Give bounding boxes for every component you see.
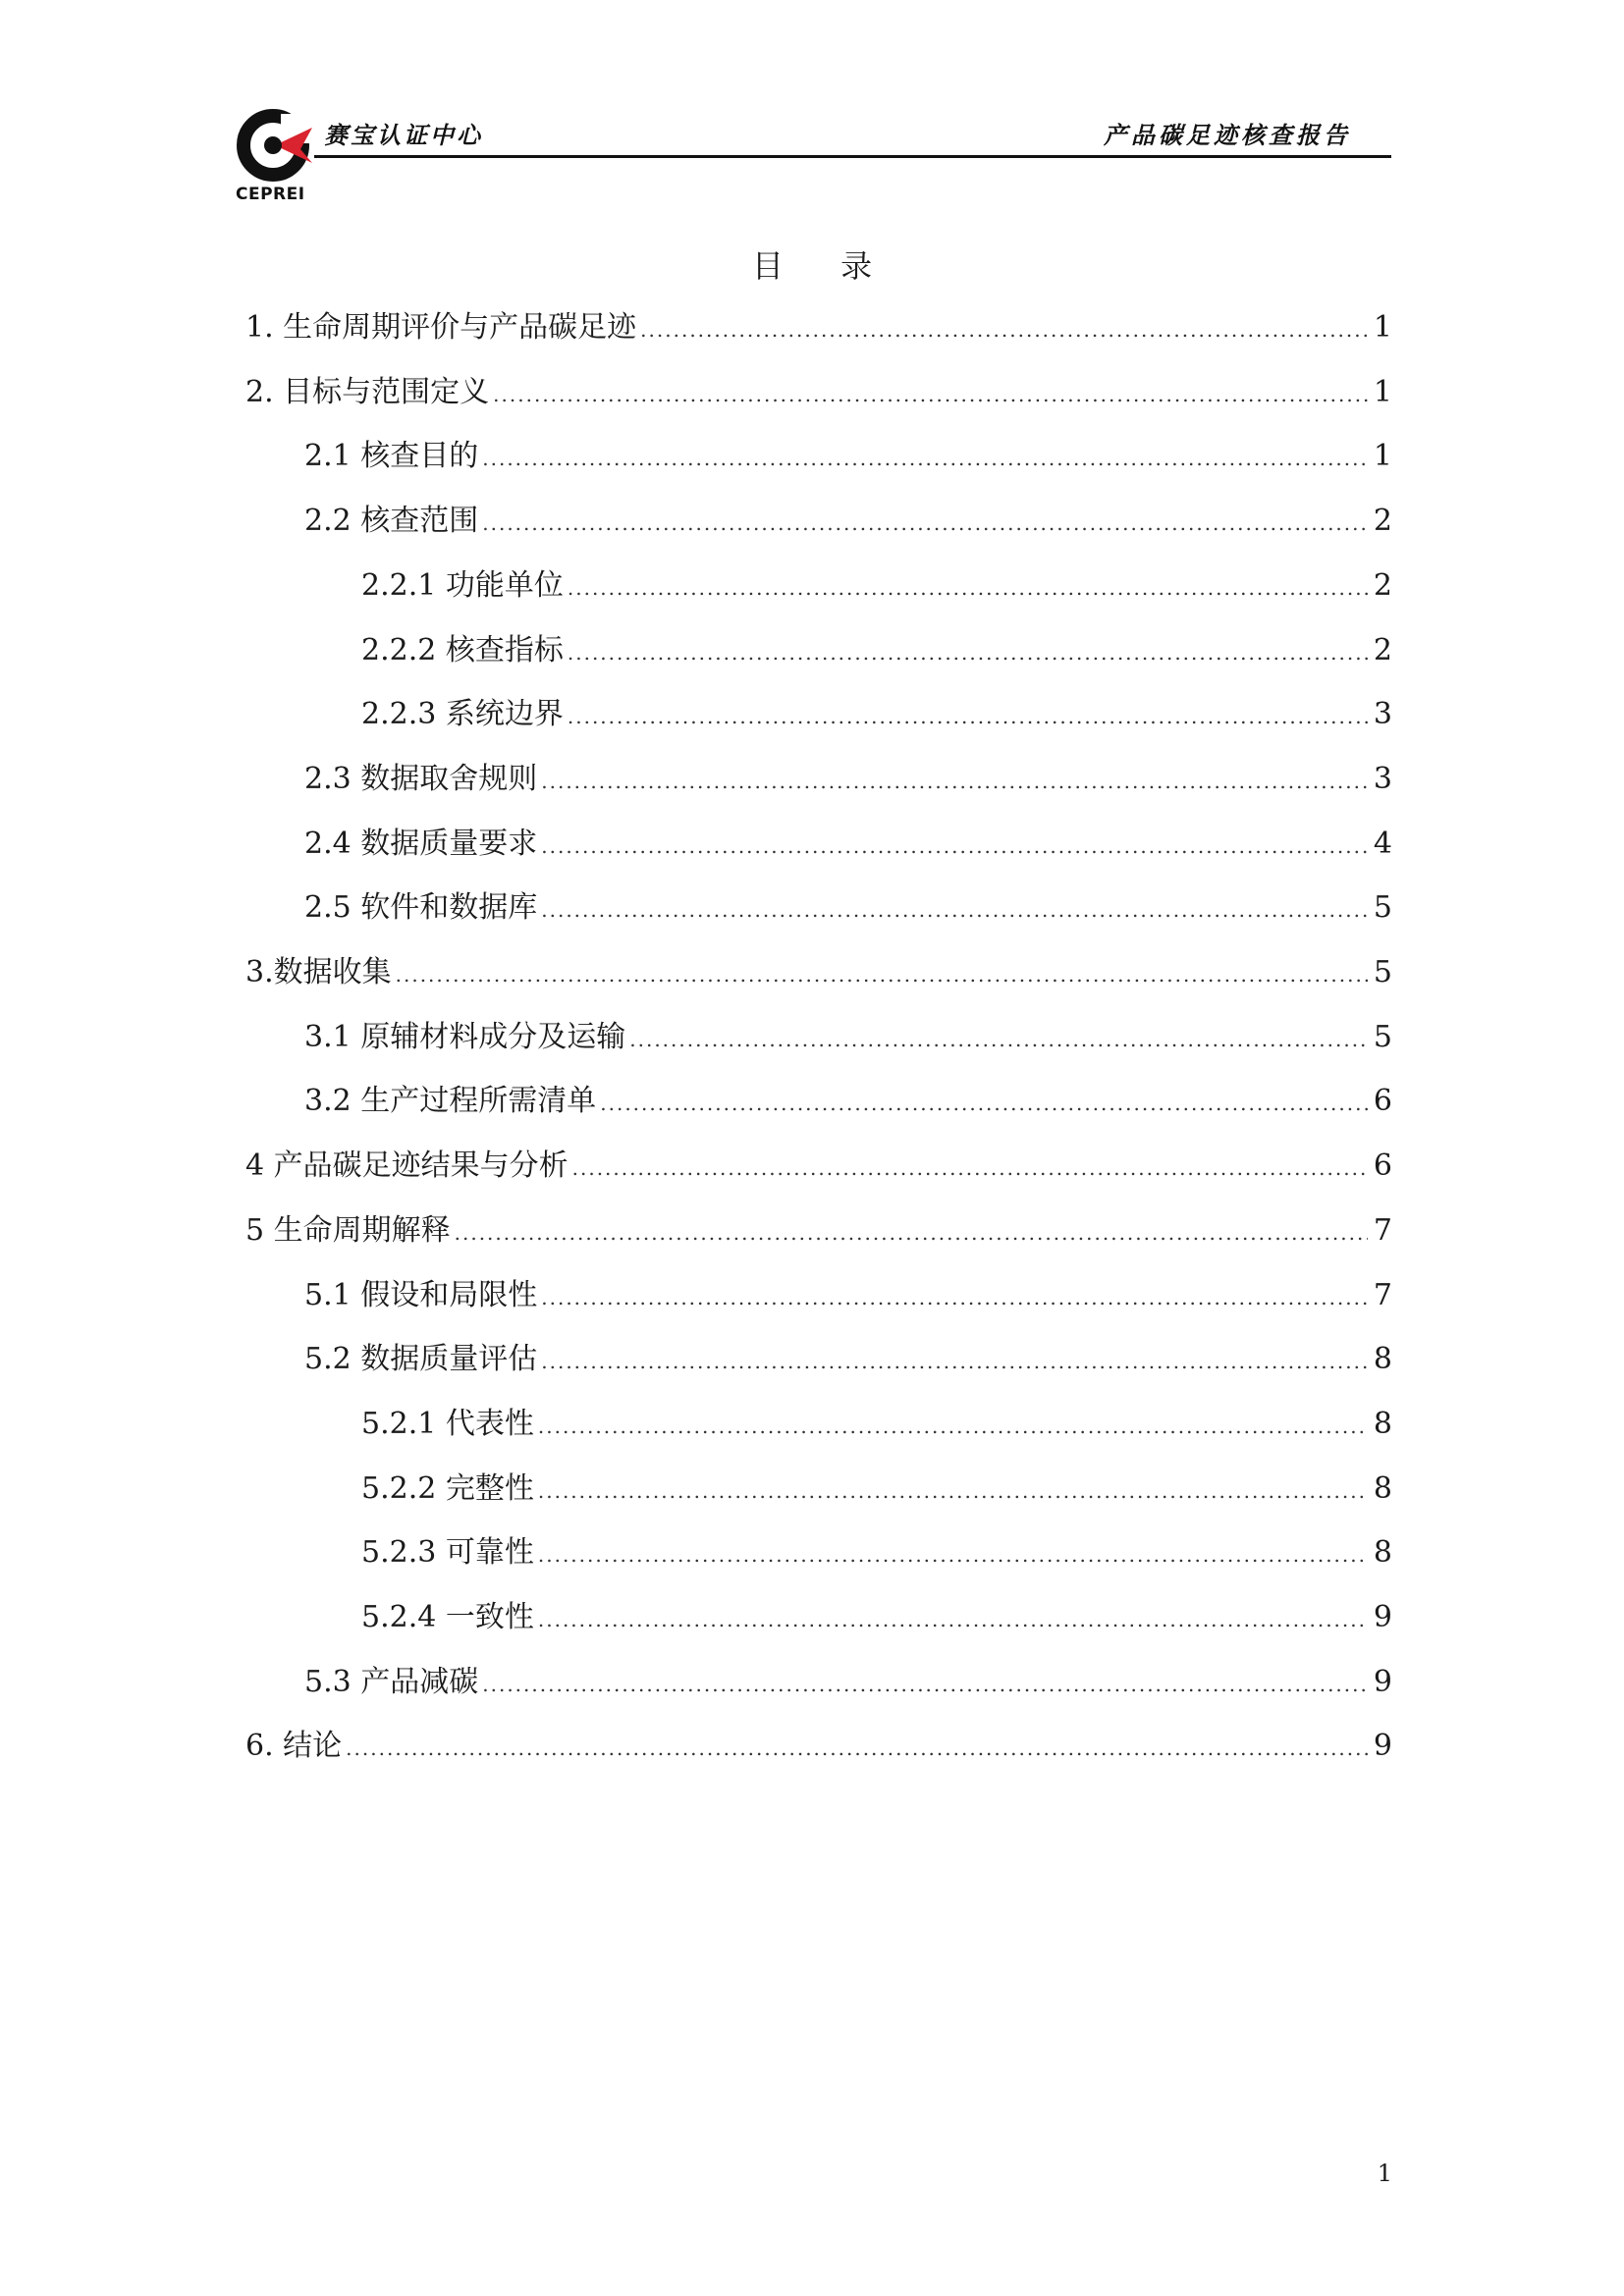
toc-entry[interactable] bbox=[304, 1665, 1392, 1700]
toc-entry-page: 5 bbox=[1373, 955, 1392, 989]
toc-dot-leader bbox=[568, 570, 1368, 606]
logo-text: CEPREI bbox=[236, 185, 305, 204]
toc-entry[interactable] bbox=[245, 955, 1392, 990]
toc-entry-page: 8 bbox=[1373, 1407, 1392, 1441]
toc-dot-leader bbox=[541, 764, 1368, 799]
toc-entry-page: 1 bbox=[1373, 310, 1392, 345]
toc-entry-label: 6. 结论 bbox=[245, 1729, 343, 1763]
toc-entry-label: 2. 目标与范围定义 bbox=[245, 375, 490, 409]
toc-dot-leader bbox=[482, 1667, 1368, 1702]
ceprei-logo bbox=[236, 106, 314, 185]
toc-entry[interactable] bbox=[361, 1471, 1392, 1507]
toc-entry[interactable] bbox=[304, 890, 1392, 926]
toc-dot-leader bbox=[538, 1473, 1368, 1509]
toc-entry[interactable] bbox=[245, 375, 1392, 410]
toc-entry-page: 2 bbox=[1373, 633, 1392, 667]
toc-entry-label: 3.2 生产过程所需清单 bbox=[304, 1084, 597, 1118]
toc-entry-label: 4 产品碳足迹结果与分析 bbox=[245, 1148, 568, 1183]
toc-dot-leader bbox=[482, 506, 1368, 541]
toc-dot-leader bbox=[600, 1086, 1368, 1121]
toc-entry-label: 5.2 数据质量评估 bbox=[304, 1342, 538, 1376]
toc-dot-leader bbox=[629, 1022, 1368, 1057]
toc-entry-page: 7 bbox=[1373, 1278, 1392, 1312]
toc-entry-page: 6 bbox=[1373, 1148, 1392, 1183]
toc-dot-leader bbox=[541, 1280, 1368, 1315]
toc-dot-leader bbox=[493, 377, 1368, 412]
toc-entry[interactable] bbox=[245, 1213, 1392, 1249]
toc-entry-label: 5.2.2 完整性 bbox=[361, 1471, 534, 1506]
toc-entry[interactable] bbox=[361, 1535, 1392, 1571]
toc-entry-label: 2.3 数据取舍规则 bbox=[304, 762, 538, 796]
toc-entry-label: 5.2.1 代表性 bbox=[361, 1407, 534, 1441]
toc-entry[interactable] bbox=[304, 762, 1392, 797]
toc-entry-page: 2 bbox=[1373, 504, 1392, 538]
toc-entry[interactable] bbox=[361, 568, 1392, 604]
toc-entry[interactable] bbox=[304, 827, 1392, 862]
toc-entry-page: 7 bbox=[1373, 1213, 1392, 1248]
toc-entry-label: 2.2 核查范围 bbox=[304, 504, 479, 538]
toc-entry-label: 2.4 数据质量要求 bbox=[304, 827, 538, 861]
toc-entry[interactable] bbox=[361, 633, 1392, 668]
toc-dot-leader bbox=[346, 1731, 1368, 1766]
toc-entry[interactable] bbox=[304, 1084, 1392, 1119]
page-header bbox=[0, 0, 1624, 216]
toc-entry[interactable] bbox=[304, 1342, 1392, 1377]
toc-entry-label: 5.2.3 可靠性 bbox=[361, 1535, 534, 1570]
toc-entry-label: 2.5 软件和数据库 bbox=[304, 890, 538, 925]
toc-entry-page: 9 bbox=[1373, 1600, 1392, 1634]
toc-entry-page: 9 bbox=[1373, 1665, 1392, 1699]
toc-dot-leader bbox=[541, 828, 1368, 864]
toc-entry-page: 5 bbox=[1373, 1020, 1392, 1054]
toc-entry[interactable] bbox=[304, 1020, 1392, 1055]
toc-entry-label: 1. 生命周期评价与产品碳足迹 bbox=[245, 310, 637, 345]
toc-dot-leader bbox=[640, 312, 1368, 347]
org-name: 赛宝认证中心 bbox=[324, 122, 483, 149]
toc-dot-leader bbox=[572, 1150, 1368, 1186]
toc-entry-label: 2.1 核查目的 bbox=[304, 439, 479, 473]
toc-entry-label: 5 生命周期解释 bbox=[245, 1213, 451, 1248]
toc-dot-leader bbox=[396, 957, 1368, 992]
toc-entry-page: 8 bbox=[1373, 1535, 1392, 1570]
toc-dot-leader bbox=[538, 1537, 1368, 1573]
toc-entry-label: 5.2.4 一致性 bbox=[361, 1600, 534, 1634]
toc-entry-page: 3 bbox=[1373, 762, 1392, 796]
toc-entry-page: 8 bbox=[1373, 1471, 1392, 1506]
toc-entry-page: 9 bbox=[1373, 1729, 1392, 1763]
toc-dot-leader bbox=[538, 1409, 1368, 1444]
toc-dot-leader bbox=[541, 1344, 1368, 1379]
toc-entry[interactable] bbox=[361, 697, 1392, 732]
toc-dot-leader bbox=[482, 441, 1368, 476]
toc-entry-label: 2.2.3 系统边界 bbox=[361, 697, 564, 731]
toc-entry-page: 8 bbox=[1373, 1342, 1392, 1376]
toc-entry-label: 5.3 产品减碳 bbox=[304, 1665, 479, 1699]
page-number: 1 bbox=[1377, 2160, 1392, 2187]
toc-entry[interactable] bbox=[245, 310, 1392, 346]
toc-entry-label: 5.1 假设和局限性 bbox=[304, 1278, 538, 1312]
toc-entry[interactable] bbox=[304, 504, 1392, 539]
report-title: 产品碳足迹核查报告 bbox=[1104, 122, 1351, 149]
toc-entry-page: 1 bbox=[1373, 375, 1392, 409]
toc-entry[interactable] bbox=[304, 439, 1392, 474]
toc-entry-label: 2.2.2 核查指标 bbox=[361, 633, 564, 667]
toc-entry-label: 3.数据收集 bbox=[245, 955, 392, 989]
header-divider bbox=[314, 155, 1391, 158]
toc-entry-page: 6 bbox=[1373, 1084, 1392, 1118]
toc-entry-label: 2.2.1 功能单位 bbox=[361, 568, 564, 603]
toc-entry-page: 3 bbox=[1373, 697, 1392, 731]
toc-entry[interactable] bbox=[361, 1407, 1392, 1442]
toc-dot-leader bbox=[541, 892, 1368, 928]
toc-dot-leader bbox=[568, 635, 1368, 670]
toc-dot-leader bbox=[538, 1602, 1368, 1637]
toc-entry[interactable] bbox=[361, 1600, 1392, 1635]
toc-entry[interactable] bbox=[245, 1148, 1392, 1184]
toc-entry[interactable] bbox=[245, 1729, 1392, 1764]
toc-title: 目 录 bbox=[751, 247, 896, 285]
toc-entry-page: 1 bbox=[1373, 439, 1392, 473]
toc-entry-label: 3.1 原辅材料成分及运输 bbox=[304, 1020, 626, 1054]
toc-entry-page: 4 bbox=[1373, 827, 1392, 861]
toc-dot-leader bbox=[455, 1215, 1368, 1251]
toc-entry[interactable] bbox=[304, 1278, 1392, 1313]
toc-entry-page: 2 bbox=[1373, 568, 1392, 603]
toc-dot-leader bbox=[568, 699, 1368, 734]
toc-entry-page: 5 bbox=[1373, 890, 1392, 925]
